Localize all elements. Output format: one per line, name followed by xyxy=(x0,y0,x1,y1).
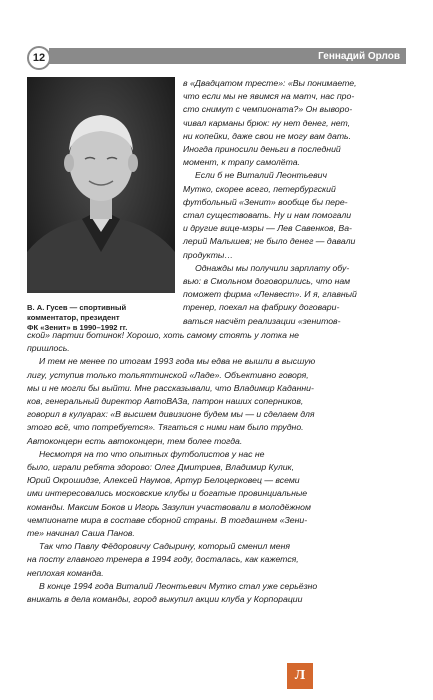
text-line: сто снимут с чемпионата?» Он выворо- xyxy=(183,104,353,115)
column-text xyxy=(183,77,407,328)
text-line: команды. Максим Боков и Игорь Зазулин участвовали в молодёжном xyxy=(27,501,311,512)
text-line: Если б не Виталий Леонтьевич xyxy=(195,170,327,181)
text-line: чивал карманы брюк: ну нет денег, нет, xyxy=(183,117,351,128)
caption-line: ФК «Зенит» в 1990–1992 гг. xyxy=(27,323,128,332)
text-line: Несмотря на то что опытных футболистов у нас не xyxy=(39,448,265,459)
running-header-author: Геннадий Орлов xyxy=(318,51,400,62)
text-line: ни копейки, даже свои не могу вам дать. xyxy=(183,130,352,141)
caption-line: комментатор, президент xyxy=(27,313,120,322)
portrait-photo xyxy=(27,77,175,293)
text-line: Юрий Окрошидзе, Алексей Наумов, Артур Белоцерковец — всеми xyxy=(27,475,300,486)
text-line: продукты… xyxy=(183,249,234,260)
text-line: лигу, уступив только тольяттинской «Ладе». Объективно говоря, xyxy=(27,369,309,380)
text-line: Мутко, скорее всего, петербургский xyxy=(183,183,336,194)
text-line: что если мы не явимся на матч, нас про- xyxy=(183,91,355,102)
text-line: лерий Малышев; не было денег — давали xyxy=(183,236,356,247)
text-line: вникать в дела команды, город выкупил акции клуба у Корпорации xyxy=(27,594,303,605)
text-line: Так что Павлу Фёдоровичу Садырину, который сменил меня xyxy=(39,541,290,552)
text-line: пришлось. xyxy=(27,343,70,354)
text-line: ваться насчёт реализации «зенитов- xyxy=(183,315,341,326)
text-line: вью: в Смольном договорились, что нам xyxy=(183,276,351,287)
text-line: поможет фирма «Ленвест». И я, главный xyxy=(183,289,357,300)
portrait-illustration xyxy=(27,77,175,293)
text-line: момент, к трапу самолёта. xyxy=(183,157,300,168)
text-line: неплохая команда. xyxy=(27,567,104,578)
text-line: стал существовать. Ну и нам помогали xyxy=(183,210,352,221)
publisher-logo: Л xyxy=(287,663,313,689)
text-line: ской» партии ботинок! Хорошо, хоть самому стоять у лотка не xyxy=(27,330,299,340)
text-line: и другие вице-мэры — Лев Савенков, Ва- xyxy=(183,223,352,234)
text-line: ков, генеральный директор АвтоВАЗа, патрон наших соперников, xyxy=(27,396,304,407)
text-line: мы и не могли бы выйти. Мне рассказывали, что Владимир Каданни- xyxy=(27,382,314,393)
header-bar xyxy=(49,48,406,64)
text-line: В конце 1994 года Виталий Леонтьевич Мутко стал уже серьёзно xyxy=(39,580,318,591)
text-line: Иногда приносили деньги в последний xyxy=(183,144,341,155)
body-text xyxy=(27,329,407,606)
text-line: футбольный «Зенит» вообще бы пере- xyxy=(183,196,348,207)
text-line: те» начинал Саша Панов. xyxy=(27,528,135,539)
text-line: Автоконцерн есть автоконцерн, тем более тогда. xyxy=(27,435,243,446)
text-line: чемпионате мира в составе сборной страны. В тогдашнем «Зени- xyxy=(27,514,308,525)
text-line: И тем не менее по итогам 1993 года мы едва не вышли в высшую xyxy=(39,356,316,367)
page-number: 12 xyxy=(27,46,51,70)
text-line: говорил в кулуарах: «В высшем дивизионе будем мы — и сделаем для xyxy=(27,409,315,420)
text-line: на посту главного тренера в 1994 году, досталась, как кажется, xyxy=(27,554,299,565)
text-line: Однажды мы получили зарплату обу- xyxy=(195,262,350,273)
text-line: этого всё, что потребуется». Тягаться с ними нам было трудно. xyxy=(27,422,304,433)
caption-line: В. А. Гусев — спортивный xyxy=(27,303,127,312)
text-line: тренер, поехал на фабрику договари- xyxy=(183,302,340,313)
text-line: в «Двадцатом тресте»: «Вы понимаете, xyxy=(183,78,357,88)
running-header xyxy=(27,46,406,66)
text-line: было, играли ребята здорово: Олег Дмитриев, Владимир Кулик, xyxy=(27,462,295,473)
text-line: ими интересовались московские клубы и богатые провинциальные xyxy=(27,488,308,499)
